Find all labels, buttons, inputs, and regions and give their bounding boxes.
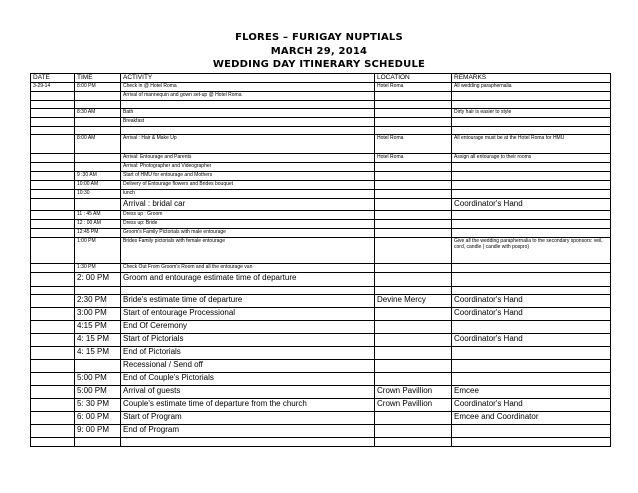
cell-date — [31, 229, 75, 238]
cell-date — [31, 172, 75, 181]
cell-time — [75, 154, 121, 163]
table-row — [31, 181, 611, 190]
cell-activity: Bride's estimate time of departure — [121, 295, 375, 308]
cell-location: Crown Pavillion — [375, 399, 452, 412]
cell-date — [31, 199, 75, 211]
cell-time: 8:30 AM — [75, 109, 121, 118]
cell-time — [75, 101, 121, 109]
cell-time: 4: 15 PM — [75, 334, 121, 347]
table-row — [31, 295, 611, 308]
cell-date — [31, 321, 75, 334]
cell-remarks: Emcee and Coordinator — [452, 412, 611, 425]
table-row — [31, 172, 611, 181]
cell-activity: Couple's estimate time of departure from the church — [121, 399, 375, 412]
cell-location — [375, 425, 452, 438]
cell-time: 10:30 — [75, 190, 121, 199]
cell-remarks: Coordinator's Hand — [452, 399, 611, 412]
cell-date — [31, 360, 75, 373]
cell-location: Hotel Roma — [375, 154, 452, 163]
cell-remarks — [452, 163, 611, 172]
cell-location — [375, 412, 452, 425]
document-subtitle: WEDDING DAY ITINERARY SCHEDULE — [212, 59, 426, 70]
cell-remarks: All wedding paraphernalia — [452, 83, 611, 92]
cell-location — [375, 360, 452, 373]
table-row — [31, 425, 611, 438]
cell-time: 5:00 PM — [75, 386, 121, 399]
header-activity: ACTIVITY — [121, 74, 375, 83]
cell-activity: Dress up : Groom — [121, 211, 375, 220]
cell-remarks — [452, 172, 611, 181]
cell-location — [375, 172, 452, 181]
cell-location — [375, 92, 452, 101]
cell-location — [375, 109, 452, 118]
cell-location — [375, 101, 452, 109]
cell-remarks — [452, 425, 611, 438]
cell-location — [375, 211, 452, 220]
table-row — [31, 238, 611, 264]
cell-remarks — [452, 360, 611, 373]
cell-location — [375, 163, 452, 172]
cell-activity: Groom's Family Pictorials with male entourage — [121, 229, 375, 238]
cell-activity: End of Couple's Pictorials — [121, 373, 375, 386]
cell-remarks — [452, 190, 611, 199]
cell-location — [375, 373, 452, 386]
cell-location — [375, 199, 452, 211]
cell-time — [75, 360, 121, 373]
cell-date — [31, 101, 75, 109]
cell-time: 5:00 PM — [75, 373, 121, 386]
cell-time — [75, 127, 121, 135]
table-row — [31, 438, 611, 447]
cell-remarks — [452, 264, 611, 273]
table-row — [31, 412, 611, 425]
cell-time: 4: 15 PM — [75, 347, 121, 360]
cell-location: Crown Pavillion — [375, 386, 452, 399]
cell-activity: Brides Family pictorials with female entourage — [121, 238, 375, 264]
cell-activity: Arrival: Photographer and Videographer — [121, 163, 375, 172]
header-time: TIME — [75, 74, 121, 83]
cell-time — [75, 92, 121, 101]
table-row — [31, 360, 611, 373]
cell-activity: Arrival : Hair & Make Up — [121, 135, 375, 154]
cell-remarks — [452, 127, 611, 135]
cell-location — [375, 220, 452, 229]
cell-activity: Start of entourage Processional — [121, 308, 375, 321]
cell-activity: End of Program — [121, 425, 375, 438]
cell-activity — [121, 438, 375, 447]
table-row — [31, 135, 611, 154]
cell-time: 2:30 PM — [75, 295, 121, 308]
cell-activity — [121, 287, 375, 295]
cell-location — [375, 238, 452, 264]
cell-location: Hotel Roma — [375, 135, 452, 154]
table-row — [31, 287, 611, 295]
cell-time: 1:00 PM — [75, 238, 121, 264]
cell-activity: Dress up: Bride — [121, 220, 375, 229]
cell-remarks — [452, 438, 611, 447]
cell-activity: Check in @ Hotel Roma — [121, 83, 375, 92]
cell-time — [75, 199, 121, 211]
cell-date — [31, 118, 75, 127]
cell-date — [31, 425, 75, 438]
cell-time — [75, 118, 121, 127]
cell-remarks — [452, 211, 611, 220]
table-row — [31, 373, 611, 386]
table-row — [31, 118, 611, 127]
cell-time: 5: 30 PM — [75, 399, 121, 412]
cell-activity: End of Pictorials — [121, 347, 375, 360]
cell-location — [375, 229, 452, 238]
table-row — [31, 229, 611, 238]
cell-date — [31, 334, 75, 347]
cell-location — [375, 334, 452, 347]
cell-date — [31, 295, 75, 308]
cell-remarks: Coordinator's Hand — [452, 295, 611, 308]
cell-date — [31, 399, 75, 412]
cell-remarks — [452, 181, 611, 190]
cell-activity: Start of Pictorials — [121, 334, 375, 347]
table-row — [31, 92, 611, 101]
cell-remarks — [452, 229, 611, 238]
cell-location — [375, 118, 452, 127]
cell-date — [31, 347, 75, 360]
cell-remarks — [452, 220, 611, 229]
cell-location — [375, 273, 452, 287]
cell-location — [375, 264, 452, 273]
cell-activity: Start of HMU for entourage and Mothers — [121, 172, 375, 181]
cell-date — [31, 438, 75, 447]
header-date: DATE — [31, 74, 75, 83]
cell-remarks — [452, 101, 611, 109]
cell-date — [31, 109, 75, 118]
table-row — [31, 101, 611, 109]
cell-remarks — [452, 373, 611, 386]
itinerary-table — [30, 73, 611, 447]
table-row — [31, 386, 611, 399]
cell-date — [31, 238, 75, 264]
cell-date — [31, 412, 75, 425]
cell-remarks: Coordinator's Hand — [452, 308, 611, 321]
table-row — [31, 127, 611, 135]
cell-remarks — [452, 347, 611, 360]
cell-date — [31, 220, 75, 229]
cell-activity — [121, 127, 375, 135]
cell-time: 6: 00 PM — [75, 412, 121, 425]
cell-location — [375, 347, 452, 360]
cell-activity: End Of Ceremony — [121, 321, 375, 334]
cell-time: 8:00 AM — [75, 135, 121, 154]
cell-date — [31, 181, 75, 190]
cell-time: 12:45 PM — [75, 229, 121, 238]
cell-activity: Arrival of mannequin and gown set-up @ Hotel Roma — [121, 92, 375, 101]
table-row — [31, 109, 611, 118]
cell-location — [375, 321, 452, 334]
table-header-row — [31, 74, 611, 83]
cell-activity: Groom and entourage estimate time of departure — [121, 273, 375, 287]
cell-time: 1:30 PM — [75, 264, 121, 273]
cell-activity — [121, 101, 375, 109]
table-row — [31, 399, 611, 412]
cell-location: Hotel Roma — [375, 83, 452, 92]
table-row — [31, 334, 611, 347]
cell-remarks — [452, 118, 611, 127]
cell-time: 4:15 PM — [75, 321, 121, 334]
cell-date — [31, 287, 75, 295]
cell-activity: Bath — [121, 109, 375, 118]
cell-activity: Arrival: Entourage and Parents — [121, 154, 375, 163]
table-row — [31, 83, 611, 92]
cell-location — [375, 127, 452, 135]
cell-location — [375, 181, 452, 190]
cell-date — [31, 190, 75, 199]
table-row — [31, 211, 611, 220]
cell-activity: Recessional / Send off — [121, 360, 375, 373]
table-row — [31, 199, 611, 211]
table-row — [31, 220, 611, 229]
table-row — [31, 154, 611, 163]
cell-time: 11 : 45 AM — [75, 211, 121, 220]
cell-remarks — [452, 273, 611, 287]
cell-remarks: Coordinator's Hand — [452, 334, 611, 347]
document-title: FLORES – FURIGAY NUPTIALS — [235, 32, 403, 43]
cell-remarks — [452, 92, 611, 101]
cell-date — [31, 154, 75, 163]
cell-activity: Delivery of Entourage flowers and Brides bouquet — [121, 181, 375, 190]
cell-date — [31, 386, 75, 399]
document-date: MARCH 29, 2014 — [270, 46, 368, 57]
cell-activity: Check Out From Groom's Room and all the entourage van — [121, 264, 375, 273]
cell-time: 10:00 AM — [75, 181, 121, 190]
cell-activity: Arrival : bridal car — [121, 199, 375, 211]
cell-time: 8:00 PM — [75, 83, 121, 92]
cell-date — [31, 163, 75, 172]
cell-time: 3:00 PM — [75, 308, 121, 321]
cell-date — [31, 92, 75, 101]
table-row — [31, 264, 611, 273]
cell-remarks: Coordinator's Hand — [452, 199, 611, 211]
cell-date — [31, 273, 75, 287]
cell-location: Devine Mercy — [375, 295, 452, 308]
cell-location — [375, 308, 452, 321]
header-remarks: REMARKS — [452, 74, 611, 83]
cell-date — [31, 373, 75, 386]
cell-date — [31, 211, 75, 220]
cell-remarks: Dirty hair is easier to style — [452, 109, 611, 118]
cell-activity: Arrival of guests — [121, 386, 375, 399]
cell-date — [31, 127, 75, 135]
cell-date — [31, 264, 75, 273]
header-location: LOCATION — [375, 74, 452, 83]
cell-activity: Breakfast — [121, 118, 375, 127]
cell-time: 9: 00 PM — [75, 425, 121, 438]
table-row — [31, 273, 611, 287]
cell-location — [375, 190, 452, 199]
cell-activity: lunch — [121, 190, 375, 199]
cell-time: 2: 00 PM — [75, 273, 121, 287]
table-row — [31, 347, 611, 360]
cell-remarks — [452, 321, 611, 334]
table-row — [31, 190, 611, 199]
cell-remarks: Assign all entourage to their rooms — [452, 154, 611, 163]
table-row — [31, 321, 611, 334]
cell-time — [75, 287, 121, 295]
cell-time: 12 : 00 AM — [75, 220, 121, 229]
cell-date: 3-29-14 — [31, 83, 75, 92]
cell-date — [31, 135, 75, 154]
cell-time — [75, 163, 121, 172]
cell-remarks: Emcee — [452, 386, 611, 399]
cell-time — [75, 438, 121, 447]
cell-remarks — [452, 287, 611, 295]
cell-remarks: All entourage must be at the Hotel Roma for HMU — [452, 135, 611, 154]
table-row — [31, 163, 611, 172]
cell-time: 9 :30 AM — [75, 172, 121, 181]
cell-location — [375, 438, 452, 447]
cell-location — [375, 287, 452, 295]
table-row — [31, 308, 611, 321]
cell-date — [31, 308, 75, 321]
cell-activity: Start of Program — [121, 412, 375, 425]
cell-remarks: Give all the wedding paraphernalia to the secondary sponsors: veil, cord, candle ( candle with pospro) — [452, 238, 611, 264]
